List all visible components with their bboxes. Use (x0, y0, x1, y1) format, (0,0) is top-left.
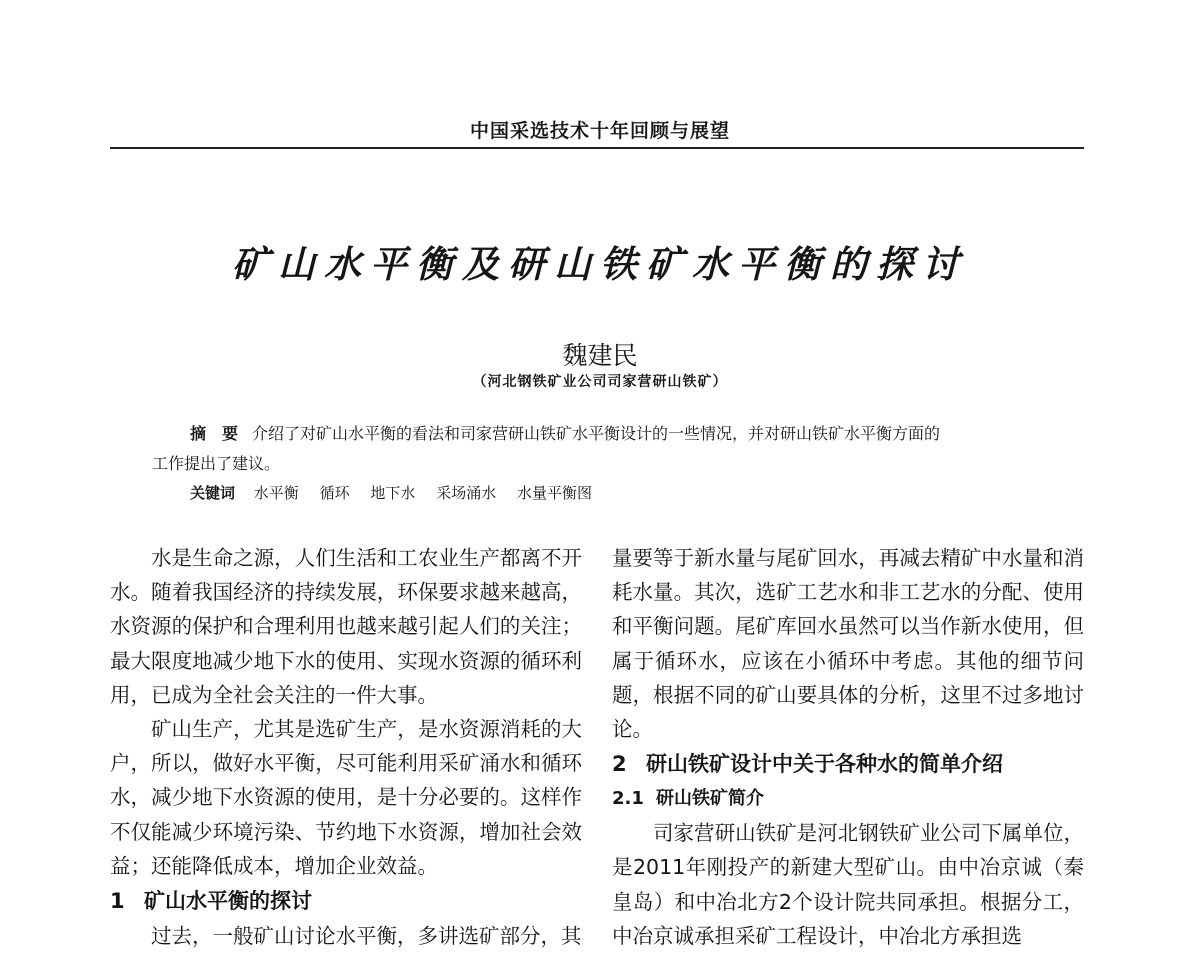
author-affiliation: （河北钢铁矿业公司司家营研山铁矿） (472, 374, 728, 390)
header-rule (110, 147, 1084, 149)
keywords (190, 482, 608, 503)
section-title: 研山铁矿设计中关于各种水的简单介绍 (646, 752, 1003, 777)
right-column (612, 541, 1084, 953)
section-2-1-heading (612, 782, 1084, 816)
section-number: 1 (110, 889, 125, 914)
keyword: 水量平衡图 (516, 484, 592, 502)
body-paragraph: 司家营研山铁矿是河北钢铁矿业公司下属单位，是2011年刚投产的新建大型矿山。由中冶京诚（秦皇岛）和中冶北方2个设计院共同承担。根据分工，中冶京诚承担采矿工程设计，中冶北方承担选 (612, 821, 1084, 948)
abstract-line-2: 工作提出了建议。 (152, 454, 281, 473)
keyword: 采场涌水 (436, 484, 497, 502)
section-number: 2 (612, 752, 627, 777)
section-1-heading (110, 883, 582, 919)
abstract-text-1: 介绍了对矿山水平衡的看法和司家营研山铁矿水平衡设计的一些情况，并对研山铁矿水平衡方面的 (252, 424, 941, 443)
keywords-label: 关键词 (190, 484, 236, 502)
keyword: 水平衡 (253, 484, 299, 502)
section-2-heading (612, 746, 1084, 782)
keyword: 循环 (319, 484, 350, 502)
running-header: 中国采选技术十年回顾与展望 (469, 120, 730, 142)
left-column (110, 541, 582, 953)
body-paragraph: 量要等于新水量与尾矿回水，再减去精矿中水量和消耗水量。其次，选矿工艺水和非工艺水的分配、使用和平衡问题。尾矿库回水虽然可以当作新水使用，但属于循环水，应该在小循环中考虑。其他的细节问题，根据不同的矿山要具体的分析，这里不过多地讨论。 (612, 546, 1084, 742)
abstract-label: 摘 要 (190, 424, 239, 443)
section-number: 2.1 (612, 788, 644, 810)
body-paragraph: 水是生命之源，人们生活和工农业生产都离不开水。随着我国经济的持续发展，环保要求越来越高，水资源的保护和合理利用也越来越引起人们的关注；最大限度地减少地下水的使用、实现水资源的循环利用，已成为全社会关注的一件大事。 (110, 546, 582, 707)
author-name: 魏建民 (562, 341, 638, 370)
section-title: 矿山水平衡的探讨 (144, 889, 312, 914)
paper-title: 矿山水平衡及研山铁矿水平衡的探讨 (232, 242, 968, 286)
abstract-line-1 (190, 419, 1090, 449)
section-title: 研山铁矿简介 (656, 788, 764, 810)
keyword: 地下水 (370, 484, 416, 502)
body-paragraph: 过去，一般矿山讨论水平衡，多讲选矿部分，其 (151, 924, 582, 949)
body-paragraph: 矿山生产，尤其是选矿生产，是水资源消耗的大户，所以，做好水平衡，尽可能利用采矿涌水和循环水，减少地下水资源的使用，是十分必要的。这样作不仅能减少环境污染、节约地下水资源，增加社会效益；还能降低成本，增加企业效益。 (110, 717, 582, 878)
